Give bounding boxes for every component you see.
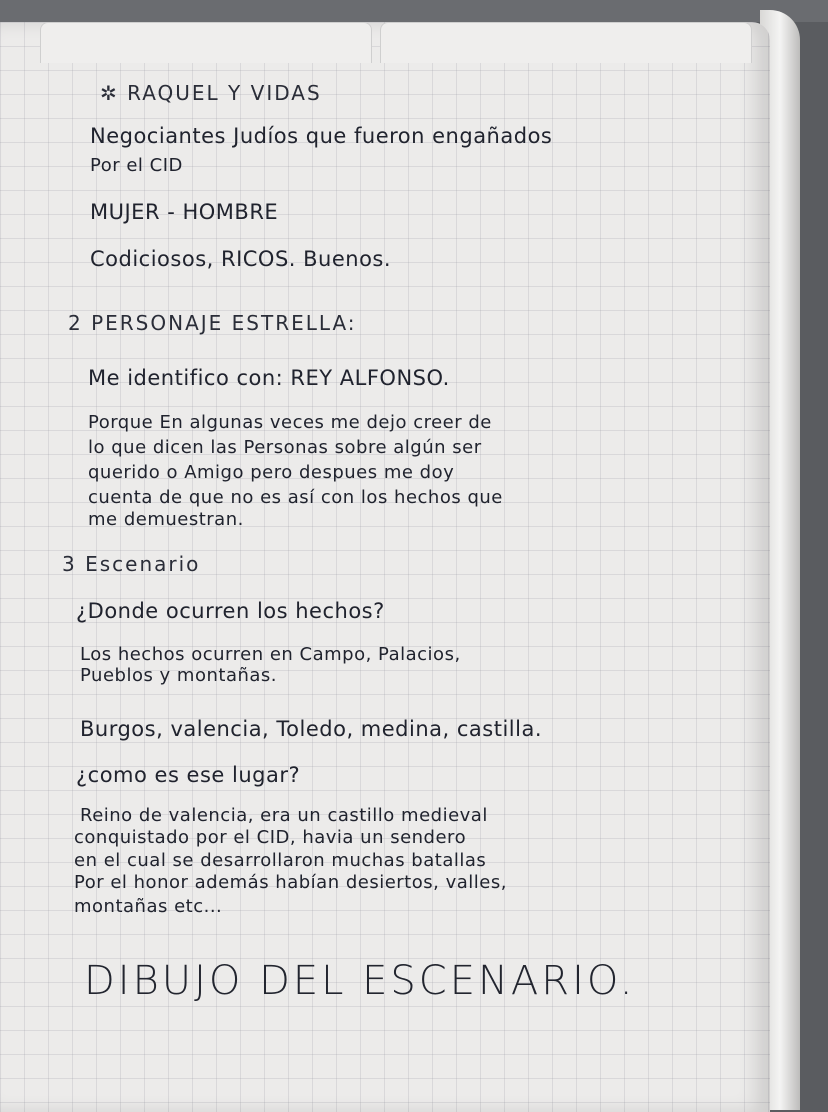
star-icon: ✲	[100, 81, 128, 105]
text-line: Pueblos y montañas.	[80, 665, 278, 686]
drawing-title: DIBUJO DEL ESCENARIO.	[84, 958, 636, 1004]
text-line: Porque En algunas veces me dejo creer de	[88, 412, 492, 433]
section1-heading	[100, 81, 322, 105]
text-line: Por el CID	[90, 155, 183, 176]
background-surface	[0, 0, 828, 22]
text-line: montañas etc...	[74, 896, 223, 917]
text-line: en el cual se desarrollaron muchas batallas	[74, 850, 487, 871]
text-line: lo que dicen las Personas sobre algún ser	[88, 437, 482, 458]
question-line: ¿Donde ocurren los hechos?	[76, 599, 385, 623]
page-tab-left	[40, 22, 372, 63]
text-line: querido o Amigo pero despues me doy	[88, 462, 455, 483]
text-line: Por el honor además habían desiertos, valles,	[74, 872, 507, 893]
text-line: MUJER - HOMBRE	[90, 200, 279, 224]
text-line: Los hechos ocurren en Campo, Palacios,	[80, 644, 461, 665]
text-line: Negociantes Judíos que fueron engañados	[90, 124, 553, 148]
text-line: cuenta de que no es así con los hechos que	[88, 487, 503, 508]
text-line: Codiciosos, RICOS. Buenos.	[90, 247, 392, 271]
section1-heading-text: RAQUEL Y VIDAS	[127, 81, 322, 105]
section3-heading: 3 Escenario	[62, 552, 201, 576]
text-line: Reino de valencia, era un castillo medieval	[80, 805, 488, 826]
section2-heading: 2 PERSONAJE ESTRELLA:	[68, 311, 357, 335]
text-line: Me identifico con: REY ALFONSO.	[88, 366, 450, 390]
page-tab-right	[380, 22, 752, 63]
text-line: Burgos, valencia, Toledo, medina, castilla.	[80, 717, 543, 741]
question-line: ¿como es ese lugar?	[76, 763, 301, 787]
text-line: conquistado por el CID, havia un sendero	[74, 827, 467, 848]
text-line: me demuestran.	[88, 509, 244, 530]
